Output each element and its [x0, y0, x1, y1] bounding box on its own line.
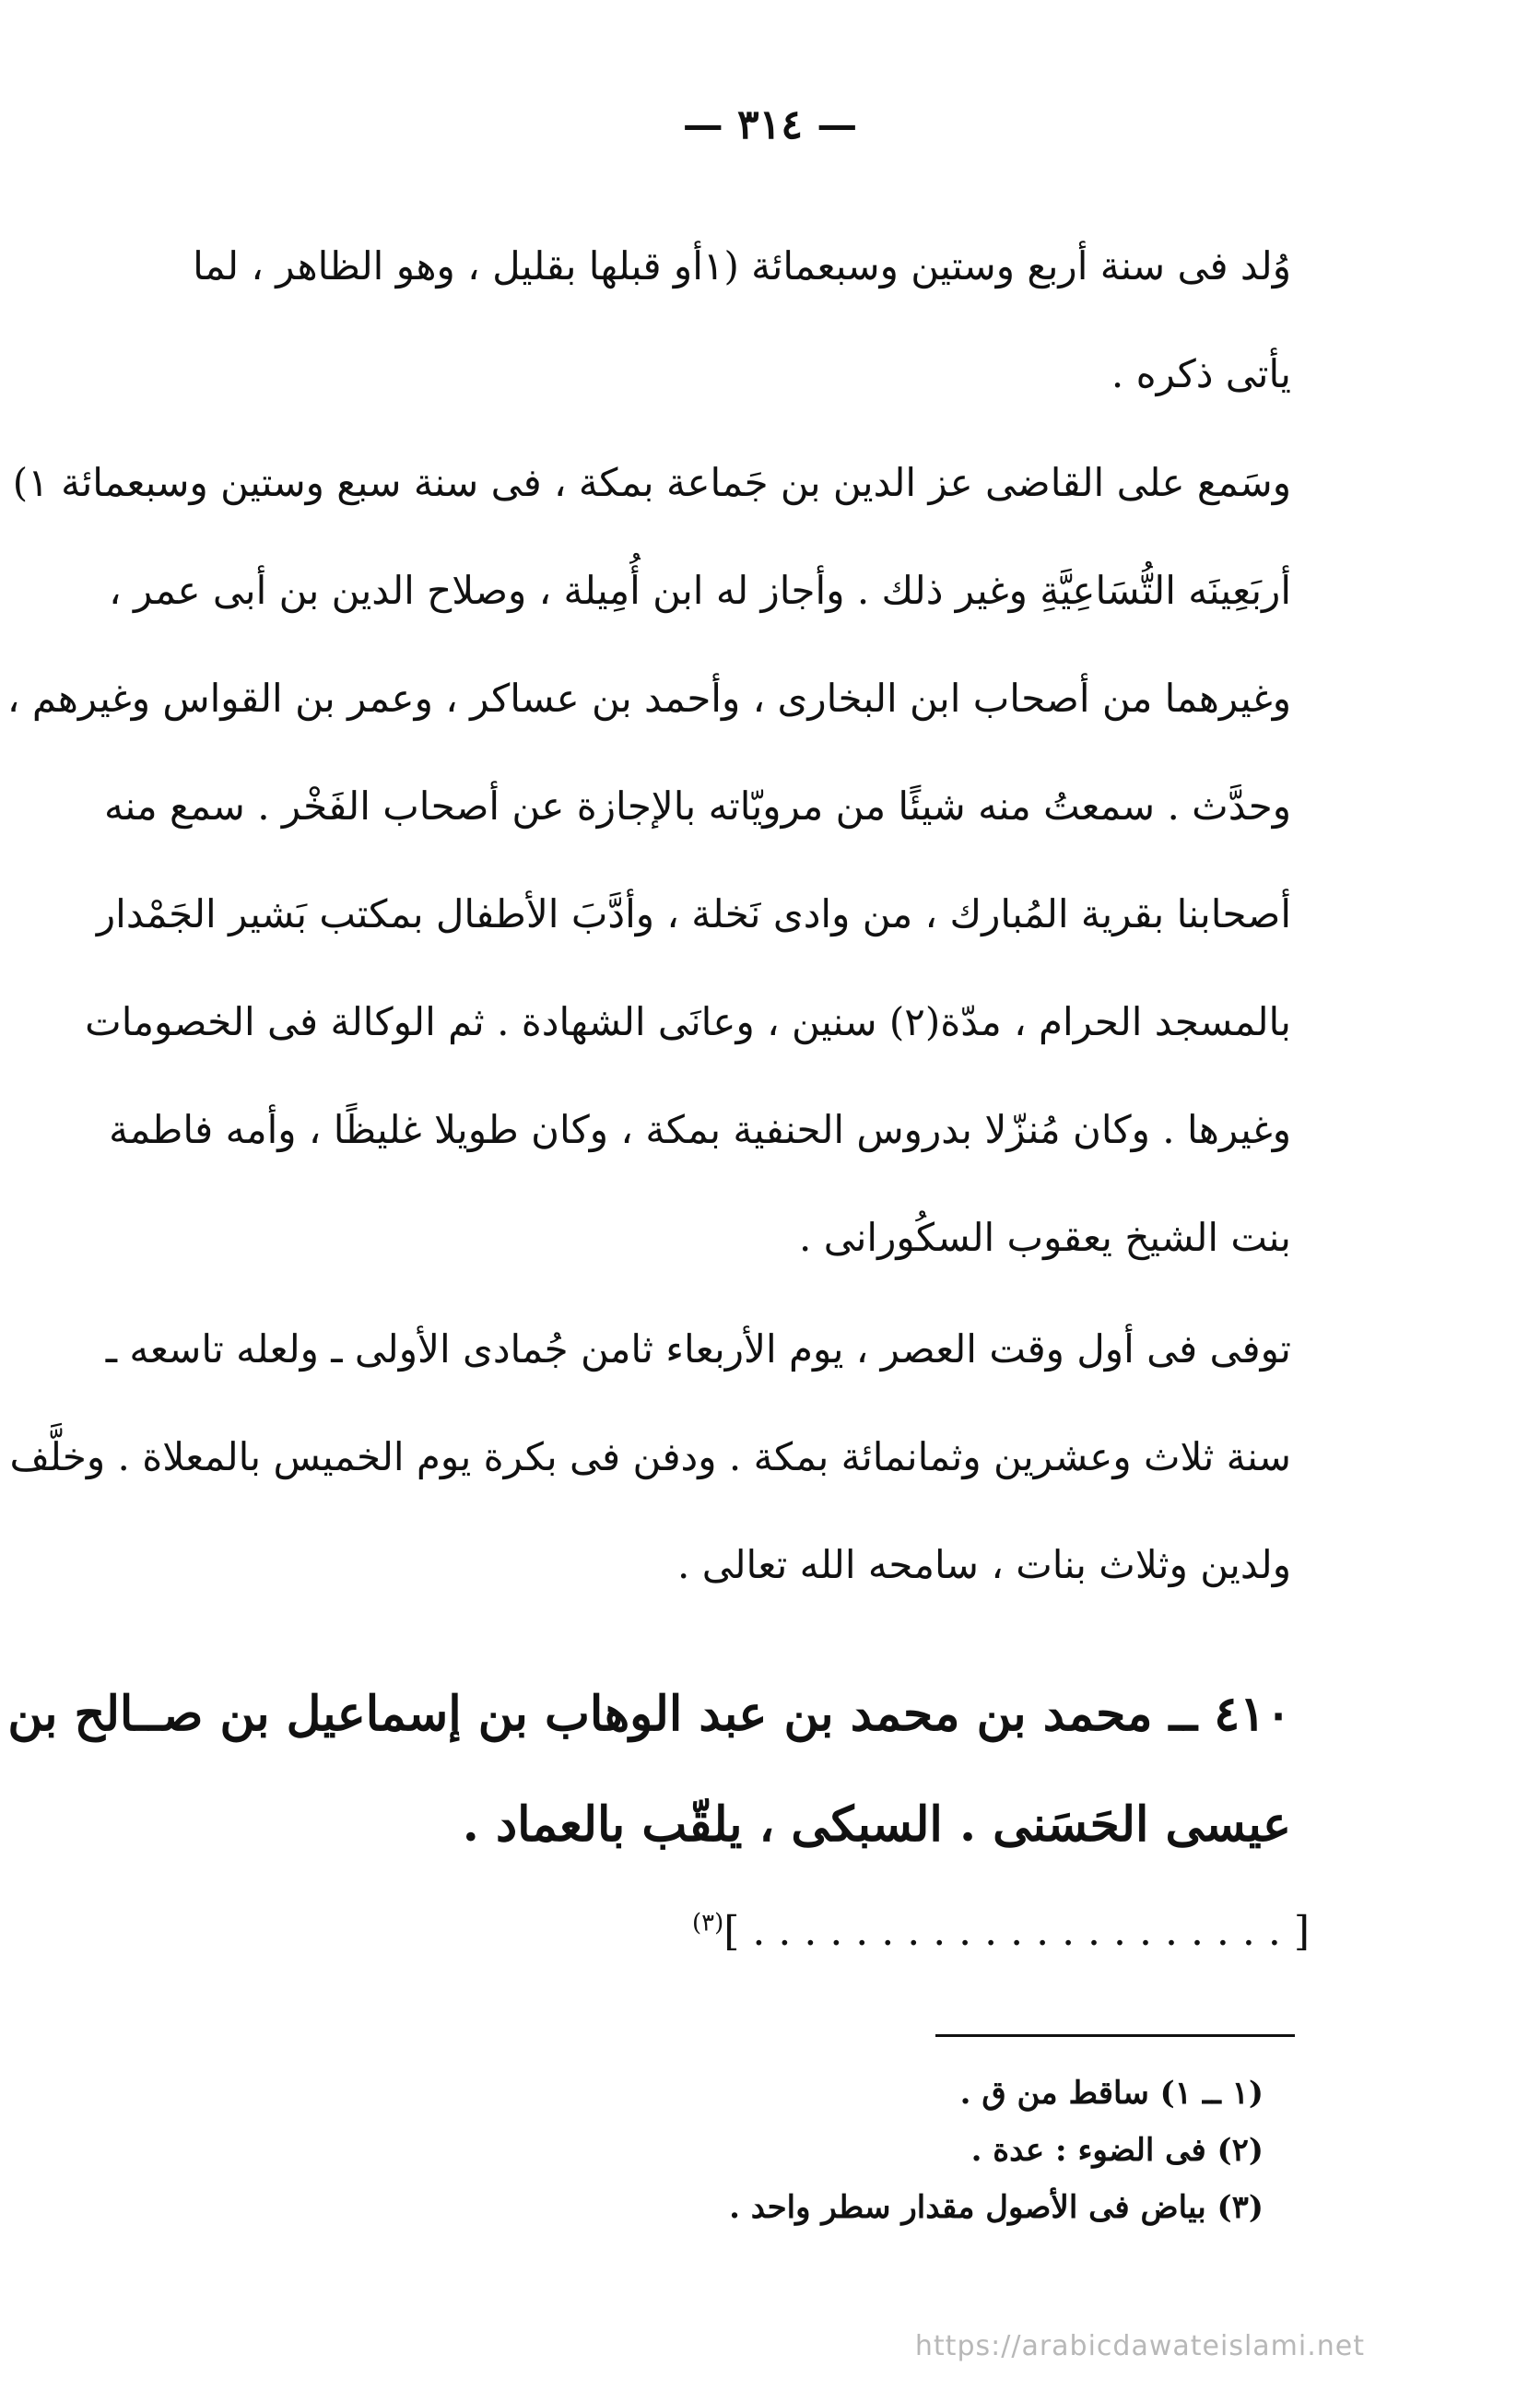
missing-text-dots: [ . . . . . . . . . . . . . . . . . . . . . ]: [723, 1908, 1310, 1955]
missing-text-placeholder: [250, 1908, 1310, 1955]
text-line: توفى فى أول وقت العصر ، يوم الأربعاء ثامن جُمادى الأولى ـ ولعله تاسعه ـ: [105, 1326, 1291, 1372]
text-line: أصحابنا بقرية المُبارك ، من وادى نَخلة ، وأدَّبَ الأطفال بمكتب بَشير الجَمْدار: [96, 891, 1291, 936]
entry-line: ٤١٠ ــ محمد بن محمد بن عبد الوهاب بن إسماعيل بن صــالح بن: [7, 1686, 1291, 1742]
paragraph-studies: [6, 429, 1291, 1291]
page-number: — ٣١٤ —: [682, 101, 858, 148]
paragraph-death: [9, 1295, 1291, 1619]
footnotes: [434, 2065, 1264, 2236]
text-line: سنة ثلاث وعشرين وثمانمائة بمكة . ودفن فى بكرة يوم الخميس بالمعلاة . وخلَّف: [9, 1434, 1291, 1479]
entry-heading-410: [7, 1659, 1291, 1880]
text-line: وُلد فى سنة أربع وستين وسبعمائة (١أو قبلها بقليل ، وهو الظاهر ، لما: [193, 243, 1291, 288]
footnote-separator: [935, 2034, 1295, 2037]
text-line: وحدَّث . سمعتُ منه شيئًا من مرويّاته بالإجازة عن أصحاب الفَخْر . سمع منه: [103, 783, 1291, 829]
text-line: ولدين وثلاث بنات ، سامحه الله تعالى .: [677, 1542, 1291, 1587]
footnote-3: (٣) بياض فى الأصول مقدار سطر واحد .: [729, 2189, 1264, 2226]
footnote-ref: (٣): [691, 1909, 724, 1937]
text-line: بنت الشيخ يعقوب السكُورانى .: [799, 1215, 1291, 1260]
text-line: وسَمع على القاضى عز الدين بن جَماعة بمكة ، فى سنة سبع وستين وسبعمائة ١): [12, 460, 1291, 505]
footnote-1: (١ ــ ١) ساقط من ق .: [959, 2075, 1264, 2112]
footnote-2: (٢) فى الضوء : عدة .: [970, 2132, 1264, 2169]
paragraph-birth: [193, 212, 1291, 428]
entry-line: عيسى الحَسَنى . السبكى ، يلقّب بالعماد .: [462, 1796, 1291, 1853]
watermark-url: https://arabicdawateislami.net: [914, 2330, 1365, 2362]
text-line: أربَعِينَه التُّسَاعِيَّةِ وغير ذلك . وأجاز له ابن أُمِيلة ، وصلاح الدين بن أبى عمر ،: [109, 568, 1291, 613]
text-line: يأتى ذكره .: [1111, 351, 1291, 396]
text-line: وغيرهما من أصحاب ابن البخارى ، وأحمد بن عساكر ، وعمر بن القواس وغيرهم ،: [6, 676, 1291, 721]
text-line: وغيرها . وكان مُنزّلا بدروس الحنفية بمكة ، وكان طويلا غليظًا ، وأمه فاطمة: [109, 1107, 1291, 1152]
text-line: بالمسجد الحرام ، مدّة(٢) سنين ، وعانَى الشهادة . ثم الوكالة فى الخصومات: [85, 999, 1291, 1044]
